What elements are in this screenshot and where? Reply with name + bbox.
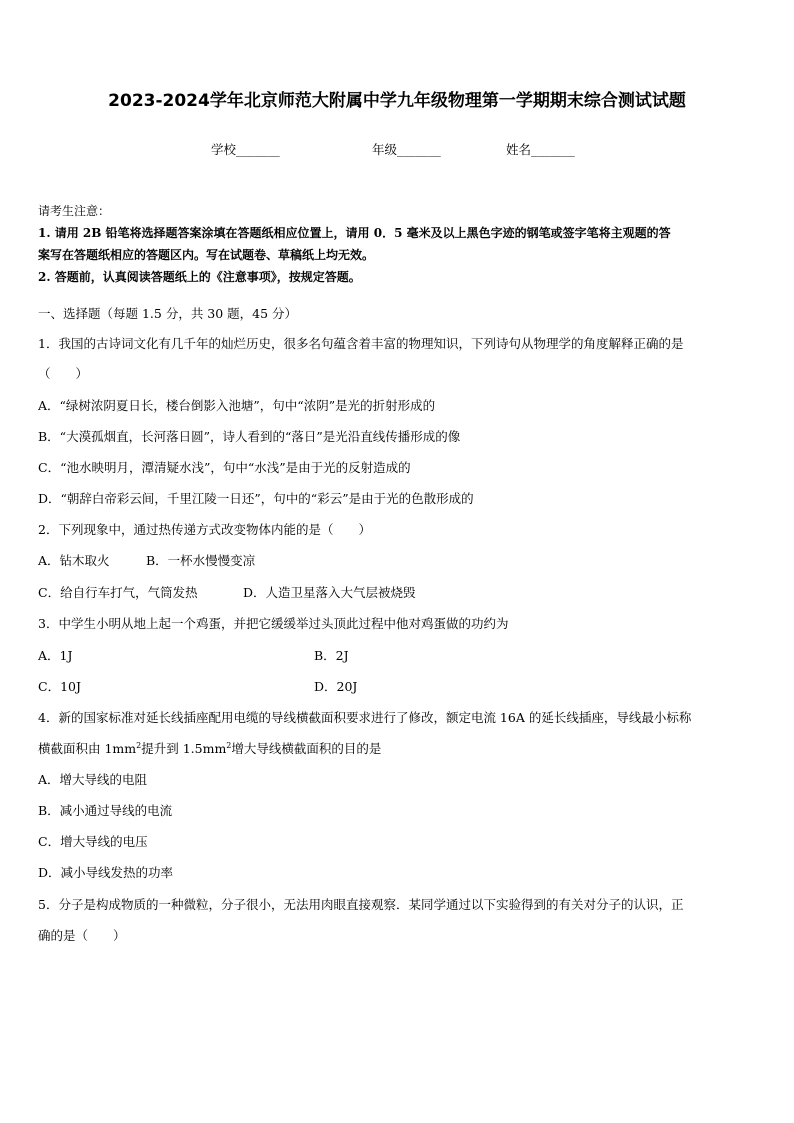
- q1-option-a: A．“绿树浓阴夏日长，楼台倒影入池塘”，句中“浓阴”是光的折射形成的: [38, 398, 436, 413]
- name-field: 姓名_______: [506, 142, 575, 157]
- q4-stem-part-2: 提升到 1.5mm: [141, 741, 227, 756]
- q1-option-b: B．“大漠孤烟直，长河落日圆”，诗人看到的“落日”是光沿直线传播形成的像: [38, 429, 461, 444]
- q4-stem-cont: [38, 739, 381, 757]
- q2-option-b: B．一杯水慢慢变凉: [146, 553, 256, 568]
- q2-stem: 2．下列现象中，通过热传递方式改变物体内能的是（ ）: [38, 522, 371, 537]
- q4-stem-part-3: 增大导线横截面积的目的是: [231, 741, 382, 756]
- q4-superscript-1: 2: [136, 740, 142, 750]
- q1-stem: 1．我国的古诗词文化有几千年的灿烂历史，很多名句蕴含着丰富的物理知识，下列诗句从物理学的角度解释正确的是: [38, 336, 684, 351]
- q1-option-c: C．“池水映明月，潭清疑水浅”，句中“水浅”是由于光的反射造成的: [38, 460, 411, 475]
- q4-option-d: D．减小导线发热的功率: [38, 865, 174, 880]
- section-heading: 一、选择题（每题 1.5 分，共 30 题，45 分）: [38, 306, 298, 321]
- q1-stem-cont: （ ）: [38, 366, 89, 381]
- q2-option-c: C．给自行车打气，气筒发热: [38, 585, 198, 600]
- q5-stem: 5．分子是构成物质的一种微粒，分子很小，无法用肉眼直接观察．某同学通过以下实验得到的有关对分子的认识，正: [38, 897, 684, 912]
- notes-block: [38, 200, 760, 288]
- q1-option-d: D．“朝辞白帝彩云间，千里江陵一日还”，句中的“彩云”是由于光的色散形成的: [38, 491, 474, 506]
- q3-option-d: D．20J: [314, 679, 358, 694]
- notes-heading: 请考生注意：: [38, 204, 111, 218]
- school-field: 学校_______: [211, 142, 280, 157]
- q4-option-c: C．增大导线的电压: [38, 834, 148, 849]
- notes-item-2: 2. 答题前，认真阅读答题纸上的《注意事项》，按规定答题。: [38, 270, 361, 284]
- grade-field: 年级_______: [372, 142, 441, 157]
- q3-option-c: C．10J: [38, 679, 81, 694]
- notes-item-1b: 案写在答题纸相应的答题区内。写在试题卷、草稿纸上均无效。: [38, 248, 375, 262]
- q4-stem: 4．新的国家标准对延长线插座配用电缆的导线横截面积要求进行了修改，额定电流 16A 的延长线插座，导线最小标称: [38, 710, 692, 725]
- q4-superscript-2: 2: [226, 740, 232, 750]
- q3-stem: 3．中学生小明从地上起一个鸡蛋，并把它缓缓举过头顶此过程中他对鸡蛋做的功约为: [38, 616, 509, 631]
- q3-option-b: B．2J: [314, 648, 349, 663]
- notes-item-1a: 1. 请用 2B 铅笔将选择题答案涂填在答题纸相应位置上，请用 0．5 毫米及以上黑色字迹的钢笔或签字笔将主观题的答: [38, 226, 671, 240]
- q2-option-d: D．人造卫星落入大气层被烧毁: [243, 585, 416, 600]
- q3-option-a: A．1J: [38, 648, 73, 663]
- q5-stem-cont: 确的是（ ）: [38, 928, 126, 943]
- page-title: 2023-2024学年北京师范大附属中学九年级物理第一学期期末综合测试试题: [108, 91, 686, 111]
- q4-option-a: A．增大导线的电阻: [38, 772, 148, 787]
- q4-option-b: B．减小通过导线的电流: [38, 803, 173, 818]
- q2-option-a: A．钻木取火: [38, 553, 110, 568]
- q4-stem-part-1: 横截面积由 1mm: [38, 741, 137, 756]
